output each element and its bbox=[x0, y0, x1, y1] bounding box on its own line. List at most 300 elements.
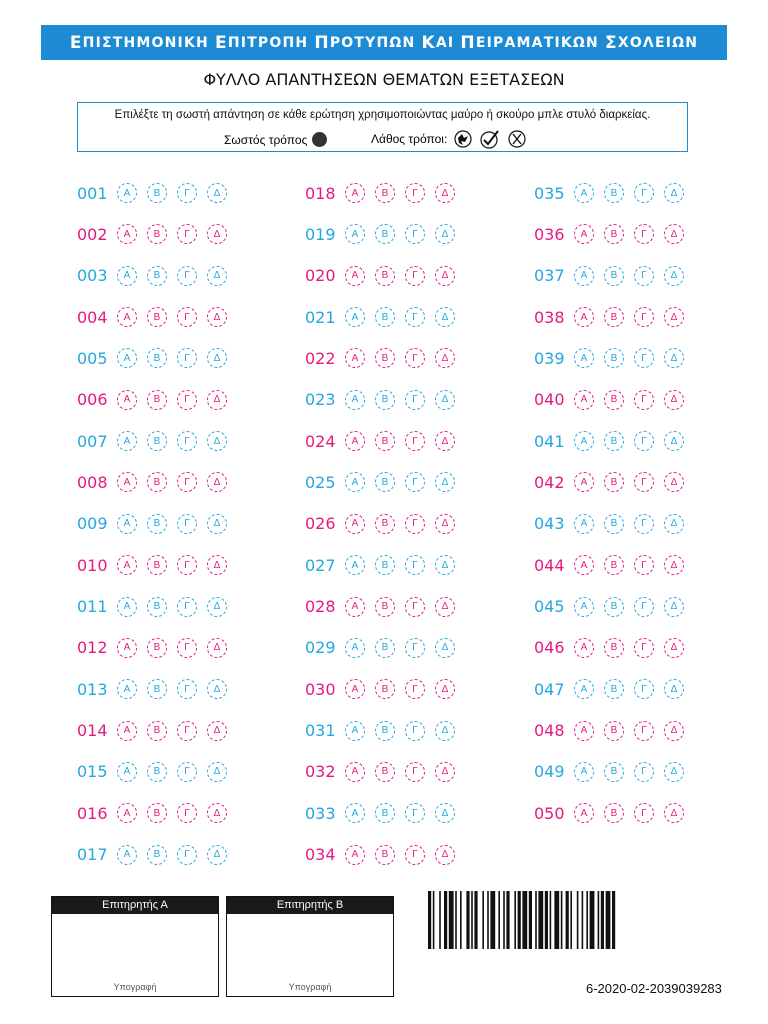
answer-bubble[interactable]: Δ bbox=[664, 679, 684, 699]
question-number: 046 bbox=[534, 638, 565, 658]
barcode-bar bbox=[606, 891, 611, 949]
question-number: 006 bbox=[77, 390, 108, 410]
answer-bubble[interactable]: Β bbox=[147, 266, 167, 286]
answer-bubble[interactable]: Δ bbox=[435, 514, 455, 534]
answer-bubble[interactable]: Α bbox=[117, 514, 137, 534]
answer-bubble[interactable]: Α bbox=[574, 679, 594, 699]
answer-bubble[interactable]: Β bbox=[147, 638, 167, 658]
answer-bubble[interactable]: Γ bbox=[405, 431, 425, 451]
answer-bubble[interactable]: Α bbox=[574, 266, 594, 286]
question-row bbox=[77, 509, 257, 539]
answer-bubble[interactable]: Γ bbox=[405, 679, 425, 699]
answer-bubble[interactable]: Γ bbox=[634, 597, 654, 617]
answer-bubble[interactable]: Α bbox=[345, 514, 365, 534]
answer-bubble[interactable]: Δ bbox=[664, 597, 684, 617]
answer-bubble[interactable]: Δ bbox=[207, 803, 227, 823]
answer-bubble[interactable]: Α bbox=[345, 472, 365, 492]
question-row bbox=[534, 302, 714, 332]
answer-bubble[interactable]: Γ bbox=[177, 348, 197, 368]
answer-bubble[interactable]: Α bbox=[345, 597, 365, 617]
question-row bbox=[305, 509, 485, 539]
answer-bubble[interactable]: Γ bbox=[405, 183, 425, 203]
barcode-bar bbox=[586, 891, 588, 949]
answer-bubble[interactable]: Δ bbox=[435, 390, 455, 410]
answer-bubble[interactable]: Γ bbox=[177, 597, 197, 617]
question-number: 001 bbox=[77, 183, 108, 203]
scribble-icon bbox=[453, 129, 473, 149]
question-row bbox=[305, 261, 485, 291]
question-number: 019 bbox=[305, 224, 336, 244]
answer-bubble[interactable]: Γ bbox=[405, 597, 425, 617]
answer-bubble[interactable]: Β bbox=[604, 638, 624, 658]
question-number: 039 bbox=[534, 348, 565, 368]
barcode-bar bbox=[474, 891, 477, 949]
answer-bubble[interactable]: Β bbox=[147, 431, 167, 451]
banner-title: Ε ΠΙΣΤΗΜΟΝΙΚΗ Ε ΠΙΤΡΟΠΗ Π ΡΟΤΥΠΩΝ Κ ΑΙ Π ΕΙΡΑΜΑΤΙΚΩΝ Σ ΧΟΛΕΙΩΝ bbox=[41, 25, 727, 60]
barcode-bar bbox=[554, 891, 559, 949]
answer-bubble[interactable]: Β bbox=[147, 390, 167, 410]
answer-bubble[interactable]: Γ bbox=[405, 472, 425, 492]
question-number: 011 bbox=[77, 597, 108, 616]
answer-bubble[interactable]: Α bbox=[117, 390, 137, 410]
answer-bubble[interactable]: Δ bbox=[664, 721, 684, 741]
answer-bubble[interactable]: Α bbox=[574, 390, 594, 410]
answer-bubble[interactable]: Β bbox=[147, 597, 167, 617]
answer-bubble[interactable]: Β bbox=[604, 514, 624, 534]
answer-bubble[interactable]: Γ bbox=[634, 224, 654, 244]
sheet-title: ΦΥΛΛΟ ΑΠΑΝΤΗΣΕΩΝ ΘΕΜΑΤΩΝ ΕΞΕΤΑΣΕΩΝ bbox=[203, 70, 565, 89]
answer-bubble[interactable]: Γ bbox=[634, 514, 654, 534]
answer-bubble[interactable]: Α bbox=[345, 183, 365, 203]
question-number: 008 bbox=[77, 472, 108, 492]
answer-bubble[interactable]: Β bbox=[375, 679, 395, 699]
answer-bubble[interactable]: Δ bbox=[664, 472, 684, 492]
question-number: 002 bbox=[77, 224, 108, 244]
answer-bubble[interactable]: Δ bbox=[664, 183, 684, 203]
question-row bbox=[77, 343, 257, 373]
barcode-bar bbox=[514, 891, 516, 949]
answer-bubble[interactable]: Δ bbox=[207, 224, 227, 244]
answer-bubble[interactable]: Γ bbox=[634, 638, 654, 658]
answer-bubble[interactable]: Α bbox=[117, 183, 137, 203]
answer-bubble[interactable]: Δ bbox=[435, 638, 455, 658]
answer-bubble[interactable]: Β bbox=[147, 679, 167, 699]
answer-bubble[interactable]: Γ bbox=[634, 348, 654, 368]
question-number: 028 bbox=[305, 597, 336, 616]
answer-bubble[interactable]: Α bbox=[345, 431, 365, 451]
answer-bubble[interactable]: Δ bbox=[664, 390, 684, 410]
answer-bubble[interactable]: Γ bbox=[405, 638, 425, 658]
question-number: 038 bbox=[534, 307, 565, 327]
question-row bbox=[77, 716, 257, 746]
answer-bubble[interactable]: Β bbox=[604, 431, 624, 451]
supervisor-a-box bbox=[51, 896, 219, 997]
instructions-text: Επιλέξτε τη σωστή απάντηση σε κάθε ερώτηση χρησιμοποιώντας μαύρο ή σκούρο μπλε στυλό διαρκείας. bbox=[114, 109, 651, 121]
answer-bubble[interactable]: Α bbox=[574, 762, 594, 782]
answer-bubble[interactable]: Β bbox=[375, 390, 395, 410]
answer-bubble[interactable]: Δ bbox=[664, 224, 684, 244]
answer-bubble[interactable]: Δ bbox=[435, 845, 455, 865]
answer-bubble[interactable]: Α bbox=[117, 597, 137, 617]
answer-bubble[interactable]: Α bbox=[117, 472, 137, 492]
question-row bbox=[305, 840, 485, 870]
question-row bbox=[534, 716, 714, 746]
answer-bubble[interactable]: Β bbox=[147, 762, 167, 782]
answer-bubble[interactable]: Δ bbox=[207, 555, 227, 575]
answer-bubble[interactable]: Γ bbox=[177, 266, 197, 286]
answer-bubble[interactable]: Α bbox=[345, 679, 365, 699]
answer-bubble[interactable]: Β bbox=[147, 348, 167, 368]
answer-bubble[interactable]: Α bbox=[574, 472, 594, 492]
answer-bubble[interactable]: Δ bbox=[435, 679, 455, 699]
question-number: 036 bbox=[534, 224, 565, 244]
question-row bbox=[305, 343, 485, 373]
answer-bubble[interactable]: Δ bbox=[207, 266, 227, 286]
answer-bubble[interactable]: Α bbox=[117, 803, 137, 823]
answer-bubble[interactable]: Β bbox=[604, 597, 624, 617]
question-number: 047 bbox=[534, 679, 565, 699]
answer-bubble[interactable]: Δ bbox=[435, 721, 455, 741]
answer-bubble[interactable]: Β bbox=[375, 721, 395, 741]
answer-bubble[interactable]: Γ bbox=[177, 803, 197, 823]
question-number: 022 bbox=[305, 348, 336, 368]
answer-bubble[interactable]: Δ bbox=[207, 638, 227, 658]
answer-bubble[interactable]: Δ bbox=[435, 472, 455, 492]
answer-bubble[interactable]: Γ bbox=[177, 638, 197, 658]
answer-bubble[interactable]: Α bbox=[345, 762, 365, 782]
answer-bubble[interactable]: Δ bbox=[207, 597, 227, 617]
answer-bubble[interactable]: Β bbox=[604, 266, 624, 286]
answer-bubble[interactable]: Γ bbox=[405, 721, 425, 741]
answer-bubble[interactable]: Α bbox=[345, 555, 365, 575]
answer-bubble[interactable]: Γ bbox=[177, 307, 197, 327]
question-row bbox=[305, 467, 485, 497]
question-number: 012 bbox=[77, 638, 108, 658]
barcode bbox=[428, 891, 728, 949]
question-row bbox=[77, 426, 257, 456]
answer-bubble[interactable]: Α bbox=[574, 348, 594, 368]
question-row bbox=[305, 674, 485, 704]
question-row bbox=[534, 674, 714, 704]
answer-bubble[interactable]: Δ bbox=[664, 348, 684, 368]
question-number: 043 bbox=[534, 514, 565, 534]
answer-bubble[interactable]: Α bbox=[574, 555, 594, 575]
answer-bubble[interactable]: Γ bbox=[405, 762, 425, 782]
answer-bubble[interactable]: Α bbox=[574, 638, 594, 658]
answer-bubble[interactable]: Γ bbox=[634, 266, 654, 286]
question-number: 023 bbox=[305, 390, 336, 410]
answer-bubble[interactable]: Α bbox=[117, 762, 137, 782]
answer-bubble[interactable]: Γ bbox=[405, 514, 425, 534]
barcode-bar bbox=[428, 891, 431, 949]
answer-bubble[interactable]: Β bbox=[604, 348, 624, 368]
question-row bbox=[305, 550, 485, 580]
answer-bubble[interactable]: Γ bbox=[634, 431, 654, 451]
answer-bubble[interactable]: Β bbox=[375, 224, 395, 244]
answer-bubble[interactable]: Γ bbox=[177, 555, 197, 575]
answer-bubble[interactable]: Β bbox=[604, 679, 624, 699]
answer-bubble[interactable]: Γ bbox=[634, 762, 654, 782]
answer-bubble[interactable]: Β bbox=[375, 597, 395, 617]
answer-bubble[interactable]: Α bbox=[574, 597, 594, 617]
answer-bubble[interactable]: Β bbox=[604, 390, 624, 410]
answer-bubble[interactable]: Α bbox=[574, 307, 594, 327]
barcode-bar bbox=[439, 891, 441, 949]
answer-bubble[interactable]: Α bbox=[117, 266, 137, 286]
supervisor-a-signature-label: Υπογραφή bbox=[113, 982, 157, 992]
answer-bubble[interactable]: Δ bbox=[207, 762, 227, 782]
barcode-bar bbox=[577, 891, 579, 949]
answer-bubble[interactable]: Α bbox=[574, 183, 594, 203]
answer-bubble[interactable]: Α bbox=[117, 679, 137, 699]
answer-bubble[interactable]: Β bbox=[147, 721, 167, 741]
answer-bubble[interactable]: Δ bbox=[435, 555, 455, 575]
barcode-bar bbox=[545, 891, 548, 949]
barcode-bar bbox=[487, 891, 489, 949]
answer-bubble[interactable]: Α bbox=[345, 224, 365, 244]
answer-bubble[interactable]: Δ bbox=[435, 803, 455, 823]
answer-bubble[interactable]: Δ bbox=[435, 307, 455, 327]
question-row bbox=[77, 302, 257, 332]
answer-bubble[interactable]: Γ bbox=[634, 390, 654, 410]
answer-bubble[interactable]: Β bbox=[147, 307, 167, 327]
answer-bubble[interactable]: Α bbox=[574, 514, 594, 534]
answer-bubble[interactable]: Β bbox=[375, 845, 395, 865]
answer-bubble[interactable]: Β bbox=[604, 224, 624, 244]
answer-bubble[interactable]: Γ bbox=[634, 679, 654, 699]
barcode-bar bbox=[433, 891, 435, 949]
answer-bubble[interactable]: Α bbox=[117, 307, 137, 327]
barcode-bar bbox=[460, 891, 462, 949]
answer-bubble[interactable]: Γ bbox=[177, 721, 197, 741]
answer-bubble[interactable]: Β bbox=[604, 472, 624, 492]
answer-bubble[interactable]: Γ bbox=[177, 679, 197, 699]
question-number: 025 bbox=[305, 472, 336, 492]
answer-bubble[interactable]: Δ bbox=[435, 348, 455, 368]
correct-way-label: Σωστός τρόπος bbox=[224, 132, 308, 147]
answer-bubble[interactable]: Γ bbox=[405, 348, 425, 368]
answer-bubble[interactable]: Α bbox=[117, 638, 137, 658]
answer-bubble[interactable]: Δ bbox=[207, 721, 227, 741]
answer-bubble[interactable]: Β bbox=[375, 307, 395, 327]
answer-bubble[interactable]: Β bbox=[147, 555, 167, 575]
answer-bubble[interactable]: Γ bbox=[405, 390, 425, 410]
answer-bubble[interactable]: Γ bbox=[634, 555, 654, 575]
answer-bubble[interactable]: Β bbox=[375, 514, 395, 534]
answer-bubble[interactable]: Δ bbox=[435, 183, 455, 203]
answer-bubble[interactable]: Β bbox=[375, 472, 395, 492]
answer-bubble[interactable]: Γ bbox=[177, 762, 197, 782]
question-number: 042 bbox=[534, 472, 565, 492]
answer-bubble[interactable]: Δ bbox=[207, 845, 227, 865]
barcode-bar bbox=[506, 891, 509, 949]
question-row bbox=[534, 550, 714, 580]
question-number: 041 bbox=[534, 431, 565, 451]
answer-bubble[interactable]: Β bbox=[375, 555, 395, 575]
answer-bubble[interactable]: Γ bbox=[405, 224, 425, 244]
answer-bubble[interactable]: Γ bbox=[634, 472, 654, 492]
question-number: 037 bbox=[534, 266, 565, 286]
answer-bubble[interactable]: Α bbox=[345, 803, 365, 823]
answer-bubble[interactable]: Α bbox=[345, 721, 365, 741]
answer-bubble[interactable]: Γ bbox=[177, 390, 197, 410]
answer-bubble[interactable]: Α bbox=[345, 307, 365, 327]
answer-bubble[interactable]: Β bbox=[604, 762, 624, 782]
answer-bubble[interactable]: Β bbox=[147, 472, 167, 492]
answer-bubble[interactable]: Γ bbox=[405, 307, 425, 327]
barcode-bar bbox=[529, 891, 532, 949]
answer-bubble[interactable]: Δ bbox=[664, 307, 684, 327]
answer-bubble[interactable]: Β bbox=[147, 845, 167, 865]
question-row bbox=[305, 716, 485, 746]
question-number: 016 bbox=[77, 803, 108, 823]
answer-bubble[interactable]: Β bbox=[604, 721, 624, 741]
answer-bubble[interactable]: Β bbox=[375, 431, 395, 451]
answer-bubble[interactable]: Α bbox=[117, 845, 137, 865]
question-row bbox=[305, 385, 485, 415]
answer-bubble[interactable]: Γ bbox=[177, 472, 197, 492]
question-row bbox=[305, 426, 485, 456]
question-number: 018 bbox=[305, 183, 336, 203]
answer-bubble[interactable]: Δ bbox=[207, 183, 227, 203]
answer-bubble[interactable]: Γ bbox=[405, 803, 425, 823]
question-number: 003 bbox=[77, 266, 108, 286]
question-number: 050 bbox=[534, 803, 565, 823]
answer-bubble[interactable]: Α bbox=[574, 721, 594, 741]
question-number: 045 bbox=[534, 597, 565, 616]
answer-bubble[interactable]: Δ bbox=[435, 431, 455, 451]
answer-bubble[interactable]: Α bbox=[117, 348, 137, 368]
answer-bubble[interactable]: Β bbox=[375, 803, 395, 823]
supervisor-a-title: Επιτηρητής Α bbox=[52, 897, 218, 914]
answer-bubble[interactable]: Α bbox=[117, 721, 137, 741]
answer-bubble[interactable]: Β bbox=[147, 183, 167, 203]
answer-bubble[interactable]: Β bbox=[375, 348, 395, 368]
question-row bbox=[534, 219, 714, 249]
answer-bubble[interactable]: Α bbox=[117, 431, 137, 451]
barcode-bar bbox=[561, 891, 563, 949]
barcode-bar bbox=[535, 891, 537, 949]
answer-bubble[interactable]: Δ bbox=[664, 266, 684, 286]
barcode-bar bbox=[449, 891, 454, 949]
answer-bubble[interactable]: Α bbox=[345, 845, 365, 865]
question-number: 049 bbox=[534, 762, 565, 782]
answer-bubble[interactable]: Δ bbox=[435, 597, 455, 617]
question-row bbox=[77, 840, 257, 870]
answer-bubble[interactable]: Β bbox=[604, 555, 624, 575]
question-row bbox=[534, 509, 714, 539]
answer-bubble[interactable]: Β bbox=[375, 638, 395, 658]
question-number: 015 bbox=[77, 762, 108, 782]
answer-bubble[interactable]: Β bbox=[604, 307, 624, 327]
answer-bubble[interactable]: Γ bbox=[177, 224, 197, 244]
answer-bubble[interactable]: Γ bbox=[634, 803, 654, 823]
answer-bubble[interactable]: Β bbox=[604, 803, 624, 823]
question-row bbox=[534, 385, 714, 415]
supervisor-b-signature-label: Υπογραφή bbox=[288, 982, 332, 992]
answer-bubble[interactable]: Δ bbox=[664, 803, 684, 823]
question-row bbox=[534, 592, 714, 622]
answer-bubble[interactable]: Δ bbox=[664, 638, 684, 658]
question-row bbox=[534, 633, 714, 663]
answer-bubble[interactable]: Α bbox=[574, 224, 594, 244]
answer-bubble[interactable]: Δ bbox=[664, 762, 684, 782]
question-row bbox=[305, 219, 485, 249]
answer-bubble[interactable]: Α bbox=[574, 431, 594, 451]
answer-bubble[interactable]: Γ bbox=[405, 266, 425, 286]
answer-bubble[interactable]: Α bbox=[345, 390, 365, 410]
answer-bubble[interactable]: Γ bbox=[177, 514, 197, 534]
barcode-bar bbox=[498, 891, 500, 949]
question-row bbox=[534, 798, 714, 828]
answer-bubble[interactable]: Δ bbox=[207, 472, 227, 492]
answer-bubble[interactable]: Δ bbox=[207, 431, 227, 451]
answer-bubble[interactable]: Δ bbox=[435, 762, 455, 782]
answer-bubble[interactable]: Β bbox=[147, 514, 167, 534]
check-mark-icon bbox=[479, 129, 501, 149]
answer-bubble[interactable]: Γ bbox=[177, 431, 197, 451]
answer-bubble[interactable]: Γ bbox=[405, 845, 425, 865]
answer-bubble[interactable]: Δ bbox=[435, 266, 455, 286]
answer-bubble[interactable]: Γ bbox=[634, 307, 654, 327]
instructions-box bbox=[77, 102, 688, 152]
answer-bubble[interactable]: Β bbox=[147, 803, 167, 823]
question-number: 035 bbox=[534, 183, 565, 203]
answer-bubble[interactable]: Γ bbox=[177, 183, 197, 203]
answer-bubble[interactable]: Β bbox=[375, 183, 395, 203]
barcode-bar bbox=[490, 891, 495, 949]
barcode-bar bbox=[444, 891, 447, 949]
answer-bubble[interactable]: Δ bbox=[664, 514, 684, 534]
answer-bubble[interactable]: Δ bbox=[207, 307, 227, 327]
question-row bbox=[77, 467, 257, 497]
barcode-bar bbox=[601, 891, 604, 949]
answer-bubble[interactable]: Δ bbox=[664, 431, 684, 451]
filled-circle-icon bbox=[312, 132, 327, 147]
answer-bubble[interactable]: Α bbox=[345, 348, 365, 368]
answer-bubble[interactable]: Δ bbox=[664, 555, 684, 575]
x-mark-icon bbox=[507, 129, 527, 149]
question-row bbox=[305, 798, 485, 828]
answer-bubble[interactable]: Γ bbox=[634, 721, 654, 741]
question-number: 034 bbox=[305, 845, 336, 865]
barcode-bar bbox=[471, 891, 473, 949]
question-number: 021 bbox=[305, 307, 336, 327]
answer-bubble[interactable]: Α bbox=[345, 266, 365, 286]
answer-bubble[interactable]: Α bbox=[117, 224, 137, 244]
answer-bubble[interactable]: Γ bbox=[634, 183, 654, 203]
answer-bubble[interactable]: Δ bbox=[207, 679, 227, 699]
answer-bubble[interactable]: Δ bbox=[435, 224, 455, 244]
answer-bubble[interactable]: Β bbox=[375, 266, 395, 286]
answer-bubble[interactable]: Δ bbox=[207, 348, 227, 368]
question-number: 033 bbox=[305, 803, 336, 823]
question-row bbox=[305, 178, 485, 208]
barcode-bar bbox=[612, 891, 615, 949]
answer-bubble[interactable]: Β bbox=[147, 224, 167, 244]
answer-bubble[interactable]: Γ bbox=[405, 555, 425, 575]
answer-bubble[interactable]: Δ bbox=[207, 514, 227, 534]
answer-bubble[interactable]: Α bbox=[117, 555, 137, 575]
answer-bubble[interactable]: Β bbox=[604, 183, 624, 203]
answer-bubble[interactable]: Α bbox=[345, 638, 365, 658]
answer-bubble[interactable]: Α bbox=[574, 803, 594, 823]
answer-bubble[interactable]: Δ bbox=[207, 390, 227, 410]
answer-bubble[interactable]: Γ bbox=[177, 845, 197, 865]
question-row bbox=[534, 467, 714, 497]
answer-bubble[interactable]: Β bbox=[375, 762, 395, 782]
barcode-bar bbox=[566, 891, 569, 949]
